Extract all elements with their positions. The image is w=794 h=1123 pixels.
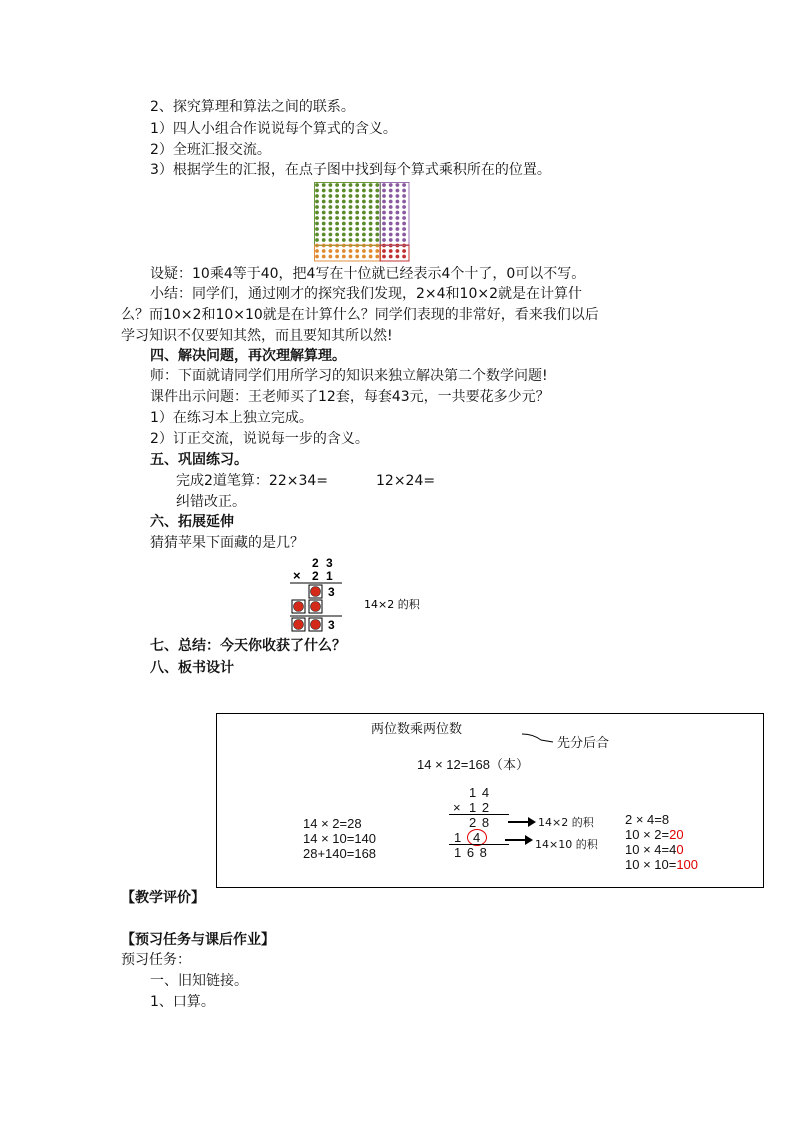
dot xyxy=(375,189,379,193)
dot xyxy=(315,233,319,237)
line-6: 小结：同学们，通过刚才的探究我们发现，2×4和10×2就是在计算什 xyxy=(150,286,582,302)
dot xyxy=(355,216,359,220)
dot xyxy=(396,211,400,215)
dot xyxy=(362,216,366,220)
dot xyxy=(389,227,393,231)
dot xyxy=(349,205,353,209)
dot xyxy=(396,222,400,226)
dot xyxy=(375,205,379,209)
dot xyxy=(369,249,373,253)
dot xyxy=(369,183,373,187)
arrow-icon xyxy=(505,834,533,846)
dot xyxy=(382,249,386,253)
dot xyxy=(315,194,319,198)
dot xyxy=(329,222,333,226)
dot xyxy=(362,255,366,259)
dot xyxy=(389,183,393,187)
dot xyxy=(322,200,326,204)
dot xyxy=(389,216,393,220)
dot xyxy=(355,200,359,204)
dot xyxy=(315,205,319,209)
dot xyxy=(375,233,379,237)
dot xyxy=(335,233,339,237)
apple-icon xyxy=(294,620,304,630)
dot xyxy=(355,238,359,242)
line-3: 2）全班汇报交流。 xyxy=(150,142,271,158)
dot xyxy=(375,200,379,204)
dot xyxy=(369,200,373,204)
dot xyxy=(342,227,346,231)
dot xyxy=(382,233,386,237)
dot xyxy=(362,238,366,242)
dot xyxy=(322,255,326,259)
dot xyxy=(396,183,400,187)
dot xyxy=(329,227,333,231)
dot xyxy=(335,183,339,187)
vertical-partial-1: 2 8 xyxy=(469,815,491,830)
dot xyxy=(329,216,333,220)
dot xyxy=(389,189,393,193)
dot xyxy=(382,216,386,220)
dot xyxy=(382,189,386,193)
board-right-2: 10 × 2=20 xyxy=(625,827,684,842)
dot xyxy=(349,249,353,253)
dot xyxy=(375,238,379,242)
dot xyxy=(342,238,346,242)
dot xyxy=(329,189,333,193)
line-1: 2、探究算理和算法之间的联系。 xyxy=(150,99,355,115)
line-5: 设疑：10乘4等于40，把4写在十位就已经表示4个十了，0可以不写。 xyxy=(150,266,586,282)
dot xyxy=(342,249,346,253)
vertical-partial-2a: 1 xyxy=(454,830,463,845)
dot xyxy=(369,189,373,193)
dot xyxy=(355,189,359,193)
dot xyxy=(315,183,319,187)
dot xyxy=(389,255,393,259)
board-right-4: 10 × 10=100 xyxy=(625,857,699,872)
homework-heading: 【预习任务与课后作业】 xyxy=(121,932,275,948)
dot xyxy=(382,255,386,259)
dot xyxy=(355,222,359,226)
dot xyxy=(349,189,353,193)
dot xyxy=(329,238,333,242)
dot xyxy=(335,227,339,231)
dot xyxy=(369,205,373,209)
apple-note: 14×2 的积 xyxy=(364,598,420,611)
dot xyxy=(329,183,333,187)
board-right-3: 10 × 4=40 xyxy=(625,842,684,857)
dot xyxy=(362,211,366,215)
dot xyxy=(396,194,400,198)
dot xyxy=(342,216,346,220)
dot xyxy=(329,200,333,204)
dot xyxy=(369,227,373,231)
line-15a: 完成2道笔算：22×34= xyxy=(176,473,328,489)
dot xyxy=(322,189,326,193)
board-connector-line xyxy=(521,732,555,746)
dot xyxy=(382,238,386,242)
dot xyxy=(402,216,406,220)
dot xyxy=(342,183,346,187)
dot xyxy=(389,194,393,198)
section-8-heading: 八、板书设计 xyxy=(150,660,234,676)
line-15b: 12×24= xyxy=(376,473,436,489)
dot xyxy=(402,238,406,242)
arrow-icon xyxy=(508,816,536,828)
dot xyxy=(402,255,406,259)
apple-top-number: 2 3 xyxy=(312,556,335,570)
board-equation: 14 × 12=168（本） xyxy=(417,757,530,772)
dot xyxy=(349,216,353,220)
dot xyxy=(349,222,353,226)
dot xyxy=(322,194,326,198)
dot xyxy=(375,222,379,226)
dot xyxy=(335,211,339,215)
dot xyxy=(382,227,386,231)
board-left-3: 28+140=168 xyxy=(303,846,377,861)
dot xyxy=(402,222,406,226)
dot xyxy=(355,211,359,215)
dot xyxy=(382,211,386,215)
dot xyxy=(402,227,406,231)
section-6-heading: 六、拓展延伸 xyxy=(150,514,234,530)
dot xyxy=(342,222,346,226)
dot xyxy=(342,194,346,198)
dot xyxy=(402,194,406,198)
apple-second-number: 2 1 xyxy=(312,569,335,583)
dot xyxy=(335,216,339,220)
dot xyxy=(315,211,319,215)
line-8: 学习知识不仅要知其然，而且要知其所以然! xyxy=(121,328,393,344)
dot xyxy=(362,233,366,237)
dot xyxy=(362,205,366,209)
dot xyxy=(375,211,379,215)
vertical-second: 1 2 xyxy=(469,800,491,815)
dot xyxy=(389,200,393,204)
vertical-mult-sign: × xyxy=(453,800,462,815)
line-12: 1）在练习本上独立完成。 xyxy=(150,410,313,426)
dot xyxy=(342,233,346,237)
dot xyxy=(349,255,353,259)
dot xyxy=(349,194,353,198)
dot xyxy=(389,233,393,237)
line-11: 课件出示问题：王老师买了12套，每套43元，一共要花多少元？ xyxy=(150,389,550,405)
dot xyxy=(342,255,346,259)
dot xyxy=(375,216,379,220)
dot xyxy=(369,238,373,242)
blackboard-design xyxy=(216,713,764,888)
line-23: 预习任务： xyxy=(121,952,191,968)
dot xyxy=(315,189,319,193)
dot xyxy=(362,189,366,193)
dot xyxy=(402,200,406,204)
line-16: 纠错改正。 xyxy=(176,494,246,510)
dot xyxy=(315,222,319,226)
dot xyxy=(382,194,386,198)
dot xyxy=(362,227,366,231)
dot xyxy=(402,183,406,187)
dot xyxy=(349,233,353,237)
apple-mult-sign: × xyxy=(293,568,301,583)
dot xyxy=(396,189,400,193)
dot xyxy=(355,205,359,209)
teaching-evaluation-heading: 【教学评价】 xyxy=(121,890,205,906)
dot xyxy=(355,194,359,198)
board-method: 先分后合 xyxy=(557,736,610,751)
dot xyxy=(382,183,386,187)
dot xyxy=(349,183,353,187)
dot xyxy=(322,205,326,209)
dot xyxy=(322,233,326,237)
apple-icon xyxy=(311,602,321,612)
dot xyxy=(369,194,373,198)
dot xyxy=(315,249,319,253)
dot xyxy=(402,249,406,253)
dot xyxy=(375,249,379,253)
dot xyxy=(349,227,353,231)
dot xyxy=(362,194,366,198)
dot xyxy=(375,255,379,259)
line-13: 2）订正交流，说说每一步的含义。 xyxy=(150,431,369,447)
dot xyxy=(335,238,339,242)
dot xyxy=(315,200,319,204)
dot xyxy=(362,249,366,253)
vertical-partial-2b: 4 xyxy=(473,830,482,845)
dot xyxy=(329,194,333,198)
dot xyxy=(322,211,326,215)
dot xyxy=(335,249,339,253)
dot xyxy=(382,222,386,226)
line-10: 师：下面就请同学们用所学习的知识来独立解决第二个数学问题! xyxy=(150,368,548,384)
dot xyxy=(396,233,400,237)
dot xyxy=(362,222,366,226)
line-24: 一、旧知链接。 xyxy=(150,973,248,989)
dot xyxy=(375,194,379,198)
dot xyxy=(375,227,379,231)
dot xyxy=(329,211,333,215)
apple-row3-digit: 3 xyxy=(328,618,335,632)
dot xyxy=(355,227,359,231)
dot xyxy=(369,211,373,215)
dot xyxy=(335,194,339,198)
dot xyxy=(396,216,400,220)
dot xyxy=(355,183,359,187)
dot xyxy=(342,211,346,215)
line-25: 1、口算。 xyxy=(150,994,215,1010)
dot xyxy=(362,200,366,204)
dot xyxy=(389,222,393,226)
dot xyxy=(342,200,346,204)
dot xyxy=(342,205,346,209)
dot xyxy=(335,205,339,209)
dot xyxy=(329,249,333,253)
dot xyxy=(335,200,339,204)
dot xyxy=(396,227,400,231)
apple-row1-digit: 3 xyxy=(328,585,335,599)
dot xyxy=(335,255,339,259)
section-7-heading: 七、总结：今天你收获了什么？ xyxy=(150,638,346,654)
dot xyxy=(322,183,326,187)
dot xyxy=(369,255,373,259)
dot xyxy=(349,211,353,215)
apple-icon xyxy=(294,602,304,612)
dot xyxy=(335,222,339,226)
dot xyxy=(315,216,319,220)
line-7: 么？而10×2和10×10就是在计算什么？同学们表现的非常好，看来我们以后 xyxy=(121,307,599,323)
board-right-1: 2 × 4=8 xyxy=(625,812,670,827)
dot xyxy=(315,227,319,231)
dot xyxy=(329,255,333,259)
dot xyxy=(355,233,359,237)
dot xyxy=(355,249,359,253)
dot xyxy=(369,222,373,226)
apple-puzzle-figure xyxy=(284,556,444,636)
dot xyxy=(369,233,373,237)
dot xyxy=(322,222,326,226)
dot xyxy=(402,205,406,209)
dot xyxy=(315,255,319,259)
dot-array-figure xyxy=(314,182,410,262)
dot xyxy=(322,216,326,220)
board-note-1: 14×2 的积 xyxy=(538,816,594,829)
dot xyxy=(396,249,400,253)
dot xyxy=(329,205,333,209)
dot xyxy=(342,189,346,193)
dot xyxy=(369,216,373,220)
dot xyxy=(396,238,400,242)
line-2: 1）四人小组合作说说每个算式的含义。 xyxy=(150,121,397,137)
dot xyxy=(349,238,353,242)
vertical-result: 1 6 8 xyxy=(454,845,488,860)
dot xyxy=(322,249,326,253)
dot xyxy=(329,233,333,237)
line-18: 猜猜苹果下面藏的是几？ xyxy=(150,535,304,551)
board-left-2: 14 × 10=140 xyxy=(303,831,377,846)
dot xyxy=(382,200,386,204)
dot xyxy=(389,211,393,215)
section-5-heading: 五、巩固练习。 xyxy=(150,452,248,468)
dot xyxy=(322,238,326,242)
dot xyxy=(402,211,406,215)
dot xyxy=(396,255,400,259)
dot xyxy=(389,205,393,209)
board-title: 两位数乘两位数 xyxy=(371,722,463,737)
apple-icon xyxy=(311,587,321,597)
dot xyxy=(315,238,319,242)
dot xyxy=(402,189,406,193)
line-4: 3）根据学生的汇报，在点子图中找到每个算式乘积所在的位置。 xyxy=(150,162,551,178)
dot xyxy=(389,238,393,242)
dot xyxy=(335,189,339,193)
dot xyxy=(402,233,406,237)
vertical-top: 1 4 xyxy=(469,785,491,800)
board-left-1: 14 × 2=28 xyxy=(303,816,362,831)
dot xyxy=(396,205,400,209)
section-4-heading: 四、解决问题，再次理解算理。 xyxy=(150,348,346,364)
dot xyxy=(322,227,326,231)
dot xyxy=(389,249,393,253)
dot xyxy=(382,205,386,209)
dot xyxy=(375,183,379,187)
dot xyxy=(355,255,359,259)
dot xyxy=(349,200,353,204)
board-note-2: 14×10 的积 xyxy=(535,838,598,851)
dot xyxy=(396,200,400,204)
dot xyxy=(362,183,366,187)
apple-icon xyxy=(311,620,321,630)
